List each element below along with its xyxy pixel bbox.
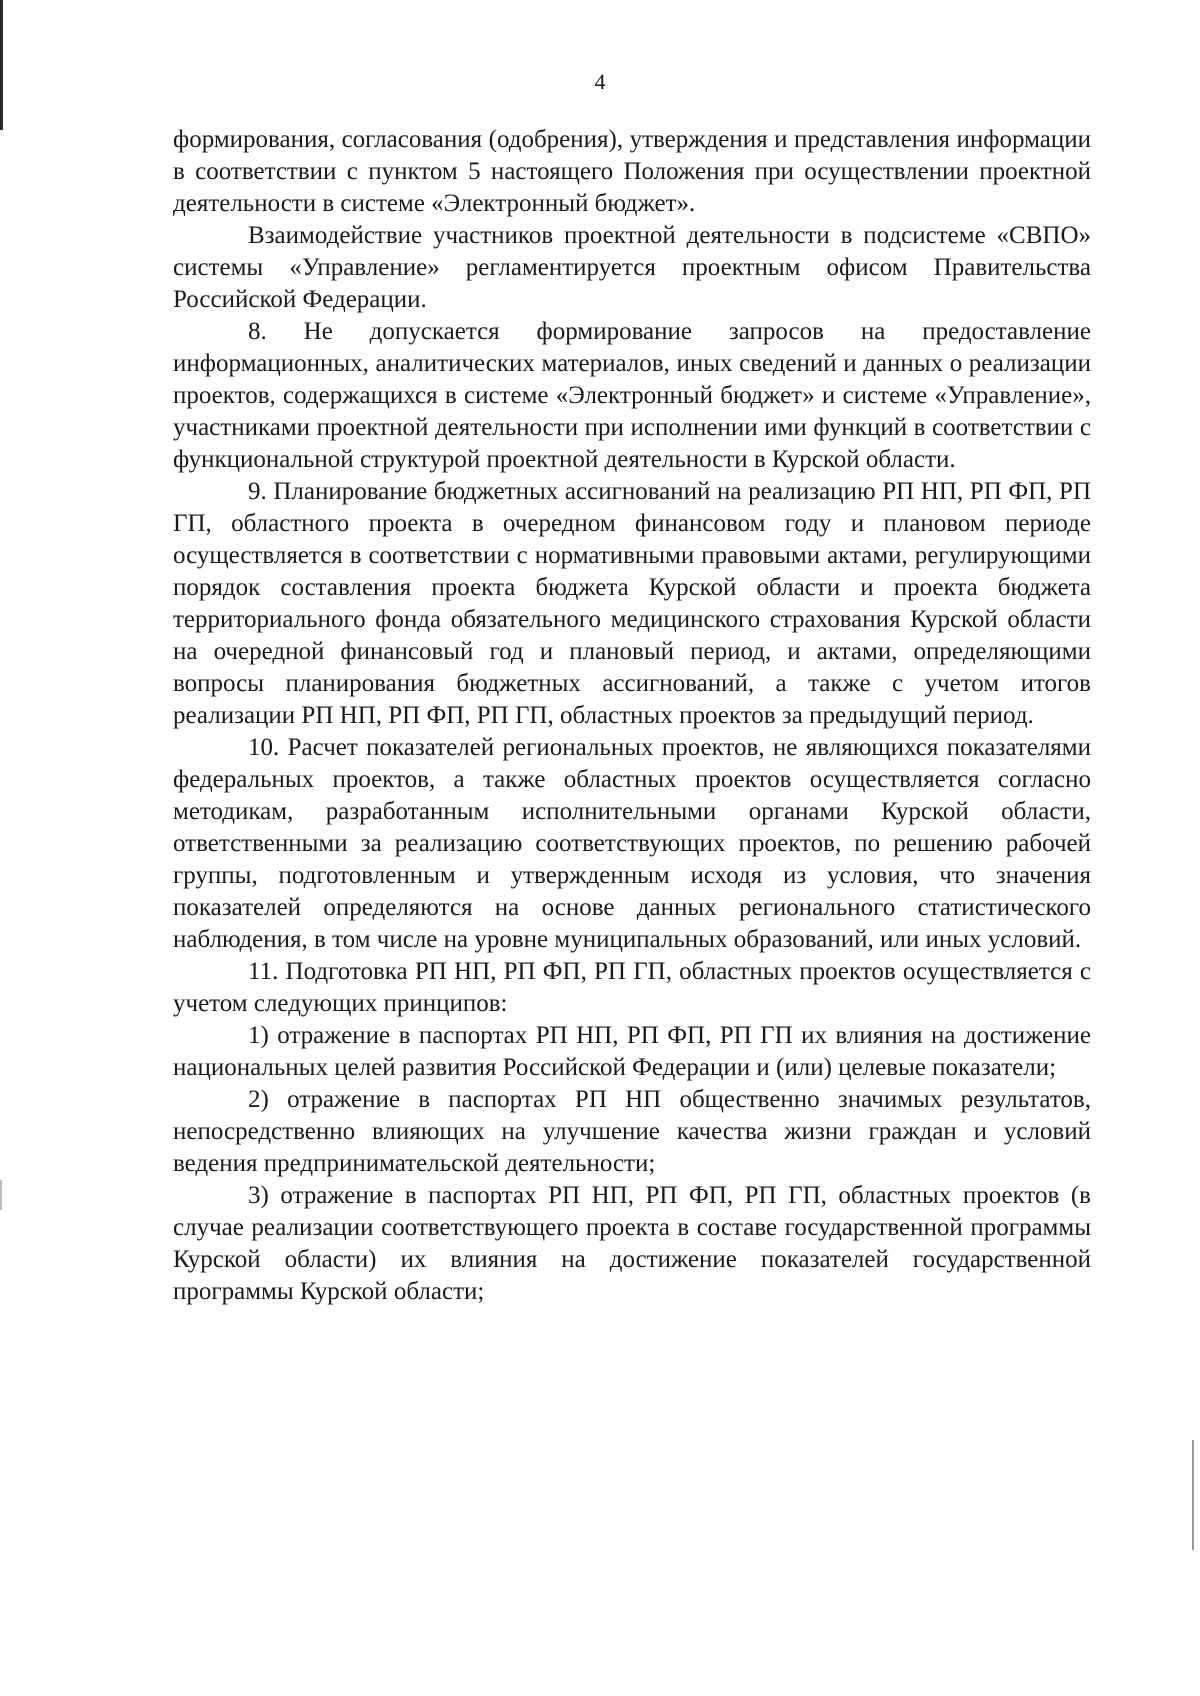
scan-edge-mark: [0, 1180, 2, 1210]
scan-edge-mark: [1192, 1440, 1194, 1550]
list-item-3: 3) отражение в паспортах РП НП, РП ФП, РП ГП, областных проектов (в случае реализации соответствующего проекта в составе государственной программы Курской области) их влияния на достижение показателей государственной программы Курской области;: [173, 1182, 1091, 1305]
paragraph: Взаимодействие участников проектной деятельности в подсистеме «СВПО» системы «Управление» регламентируется проектным офисом Правительства Российской Федерации.: [173, 222, 1091, 313]
paragraph-item-10: 10. Расчет показателей региональных проектов, не являющихся показателями федеральных проектов, а также областных проектов осуществляется согласно методикам, разработанным исполнительными органами Курской области, ответственными за реализацию соответствующих проектов, по решению рабочей группы, подготовленным и утвержденным исходя из условия, что значения показателей определяются на основе данных регионального статистического наблюдения, в том числе на уровне муниципальных образований, или иных условий.: [173, 734, 1091, 953]
paragraph-item-11: 11. Подготовка РП НП, РП ФП, РП ГП, областных проектов осуществляется с учетом следующих принципов:: [173, 958, 1091, 1017]
page-number: 4: [594, 69, 606, 94]
paragraph-continuation: формирования, согласования (одобрения), утверждения и представления информации в соответствии с пунктом 5 настоящего Положения при осуществлении проектной деятельности в системе «Электронный бюджет».: [173, 126, 1091, 217]
paragraph-item-8: 8. Не допускается формирование запросов на предоставление информационных, аналитических материалов, иных сведений и данных о реализации проектов, содержащихся в системе «Электронный бюджет» и системе «Управление», участниками проектной деятельности при исполнении ими функций в соответствии с функциональной структурой проектной деятельности в Курской области.: [173, 318, 1091, 473]
paragraph-item-9: 9. Планирование бюджетных ассигнований на реализацию РП НП, РП ФП, РП ГП, областного проекта в очередном финансовом году и плановом периоде осуществляется в соответствии с нормативными правовыми актами, регулирующими порядок составления проекта бюджета Курской области и проекта бюджета территориального фонда обязательного медицинского страхования Курской области на очередной финансовый год и плановый период, и актами, определяющими вопросы планирования бюджетных ассигнований, а также с учетом итогов реализации РП НП, РП ФП, РП ГП, областных проектов за предыдущий период.: [173, 478, 1091, 729]
list-item-1: 1) отражение в паспортах РП НП, РП ФП, РП ГП их влияния на достижение национальных целей развития Российской Федерации и (или) целевые показатели;: [173, 1022, 1091, 1081]
document-body: [173, 124, 1091, 1308]
scan-edge-mark: [0, 0, 3, 130]
list-item-2: 2) отражение в паспортах РП НП общественно значимых результатов, непосредственно влияющих на улучшение качества жизни граждан и условий ведения предпринимательской деятельности;: [173, 1086, 1091, 1177]
